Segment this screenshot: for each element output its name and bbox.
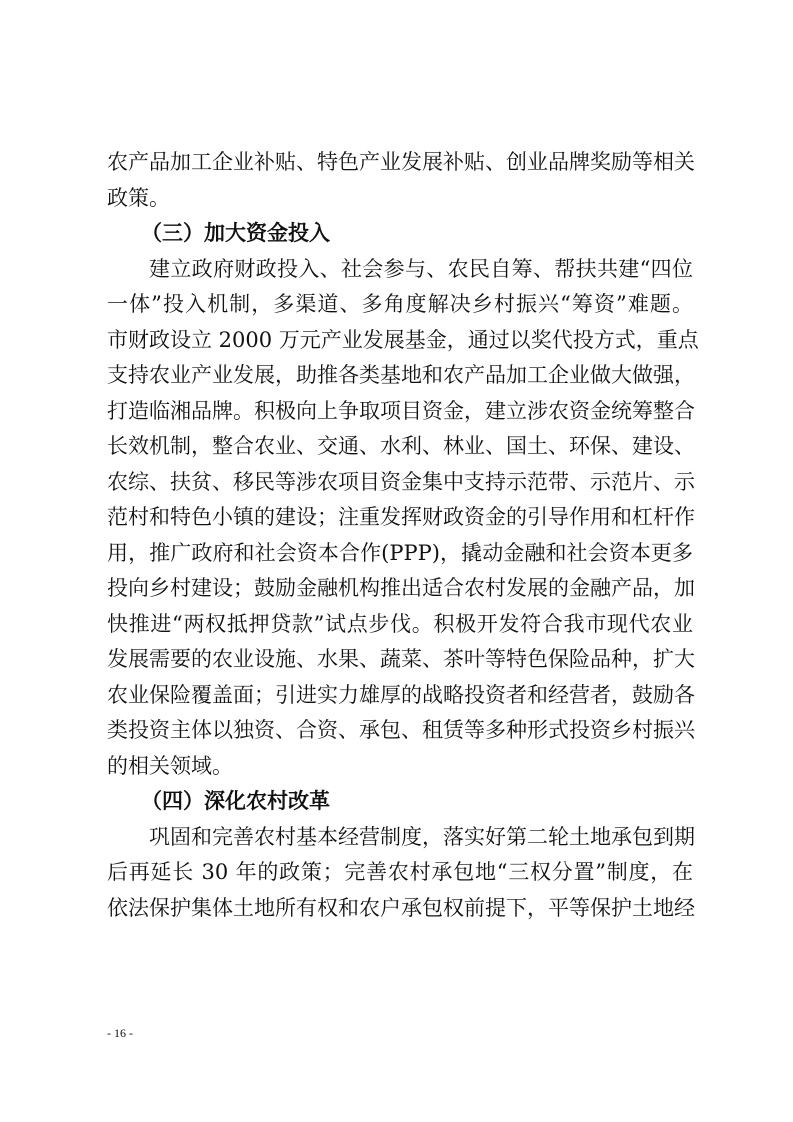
paragraph-continued	[107, 145, 693, 216]
text-line: 一体”投入机制，多渠道、多角度解决乡村振兴“筹资”难题。	[107, 292, 693, 316]
text-line: 支持农业产业发展，助推各类基地和农产品加工企业做大做强，	[107, 363, 695, 387]
text-line: 的相关领域。	[107, 753, 233, 778]
text-line: 发展需要的农业设施、水果、蔬菜、茶叶等特色保险品种，扩大	[107, 647, 695, 671]
text-line: 建立政府财政投入、社会参与、农民自筹、帮扶共建“四位	[149, 256, 693, 281]
text-line: 政策。	[107, 185, 170, 210]
text-line: 农产品加工企业补贴、特色产业发展补贴、创业品牌奖励等相关	[107, 150, 695, 174]
text-line: 长效机制，整合农业、交通、水利、林业、国土、环保、建设、	[107, 434, 695, 458]
section-heading-3: （三）加大资金投入	[141, 221, 330, 245]
paragraph-reform	[107, 820, 693, 927]
text-line: 依法保护集体土地所有权和农户承包权前提下，平等保护土地经	[107, 895, 695, 920]
body-text	[107, 145, 699, 926]
text-line: 范村和特色小镇的建设；注重发挥财政资金的引导作用和杠杆作	[107, 505, 695, 529]
text-line: 农业保险覆盖面；引进实力雄厚的战略投资者和经营者，鼓励各	[107, 682, 695, 707]
text-line: 市财政设立 2000 万元产业发展基金，通过以奖代投方式，重点	[107, 327, 699, 352]
text-line: 打造临湘品牌。积极向上争取项目资金，建立涉农资金统筹整合	[107, 398, 695, 423]
text-line: 类投资主体以独资、合资、承包、租赁等多种形式投资乡村振兴	[107, 718, 695, 742]
text-line: 用，推广政府和社会资本合作(PPP)，撬动金融和社会资本更多	[107, 540, 693, 565]
text-line: 农综、扶贫、移民等涉农项目资金集中支持示范带、示范片、示	[107, 469, 695, 494]
paragraph-funding	[107, 252, 699, 785]
text-line: 快推进“两权抵押贷款”试点步伐。积极开发符合我市现代农业	[107, 611, 693, 636]
page-number: - 16 -	[107, 1026, 133, 1040]
text-line: 投向乡村建设；鼓励金融机构推出适合农村发展的金融产品，加	[107, 576, 695, 600]
section-heading-4: （四）深化农村改革	[141, 789, 330, 813]
text-line: 巩固和完善农村基本经营制度，落实好第二轮土地承包到期	[149, 824, 695, 849]
text-line: 后再延长 30 年的政策；完善农村承包地“三权分置”制度，在	[107, 860, 693, 884]
